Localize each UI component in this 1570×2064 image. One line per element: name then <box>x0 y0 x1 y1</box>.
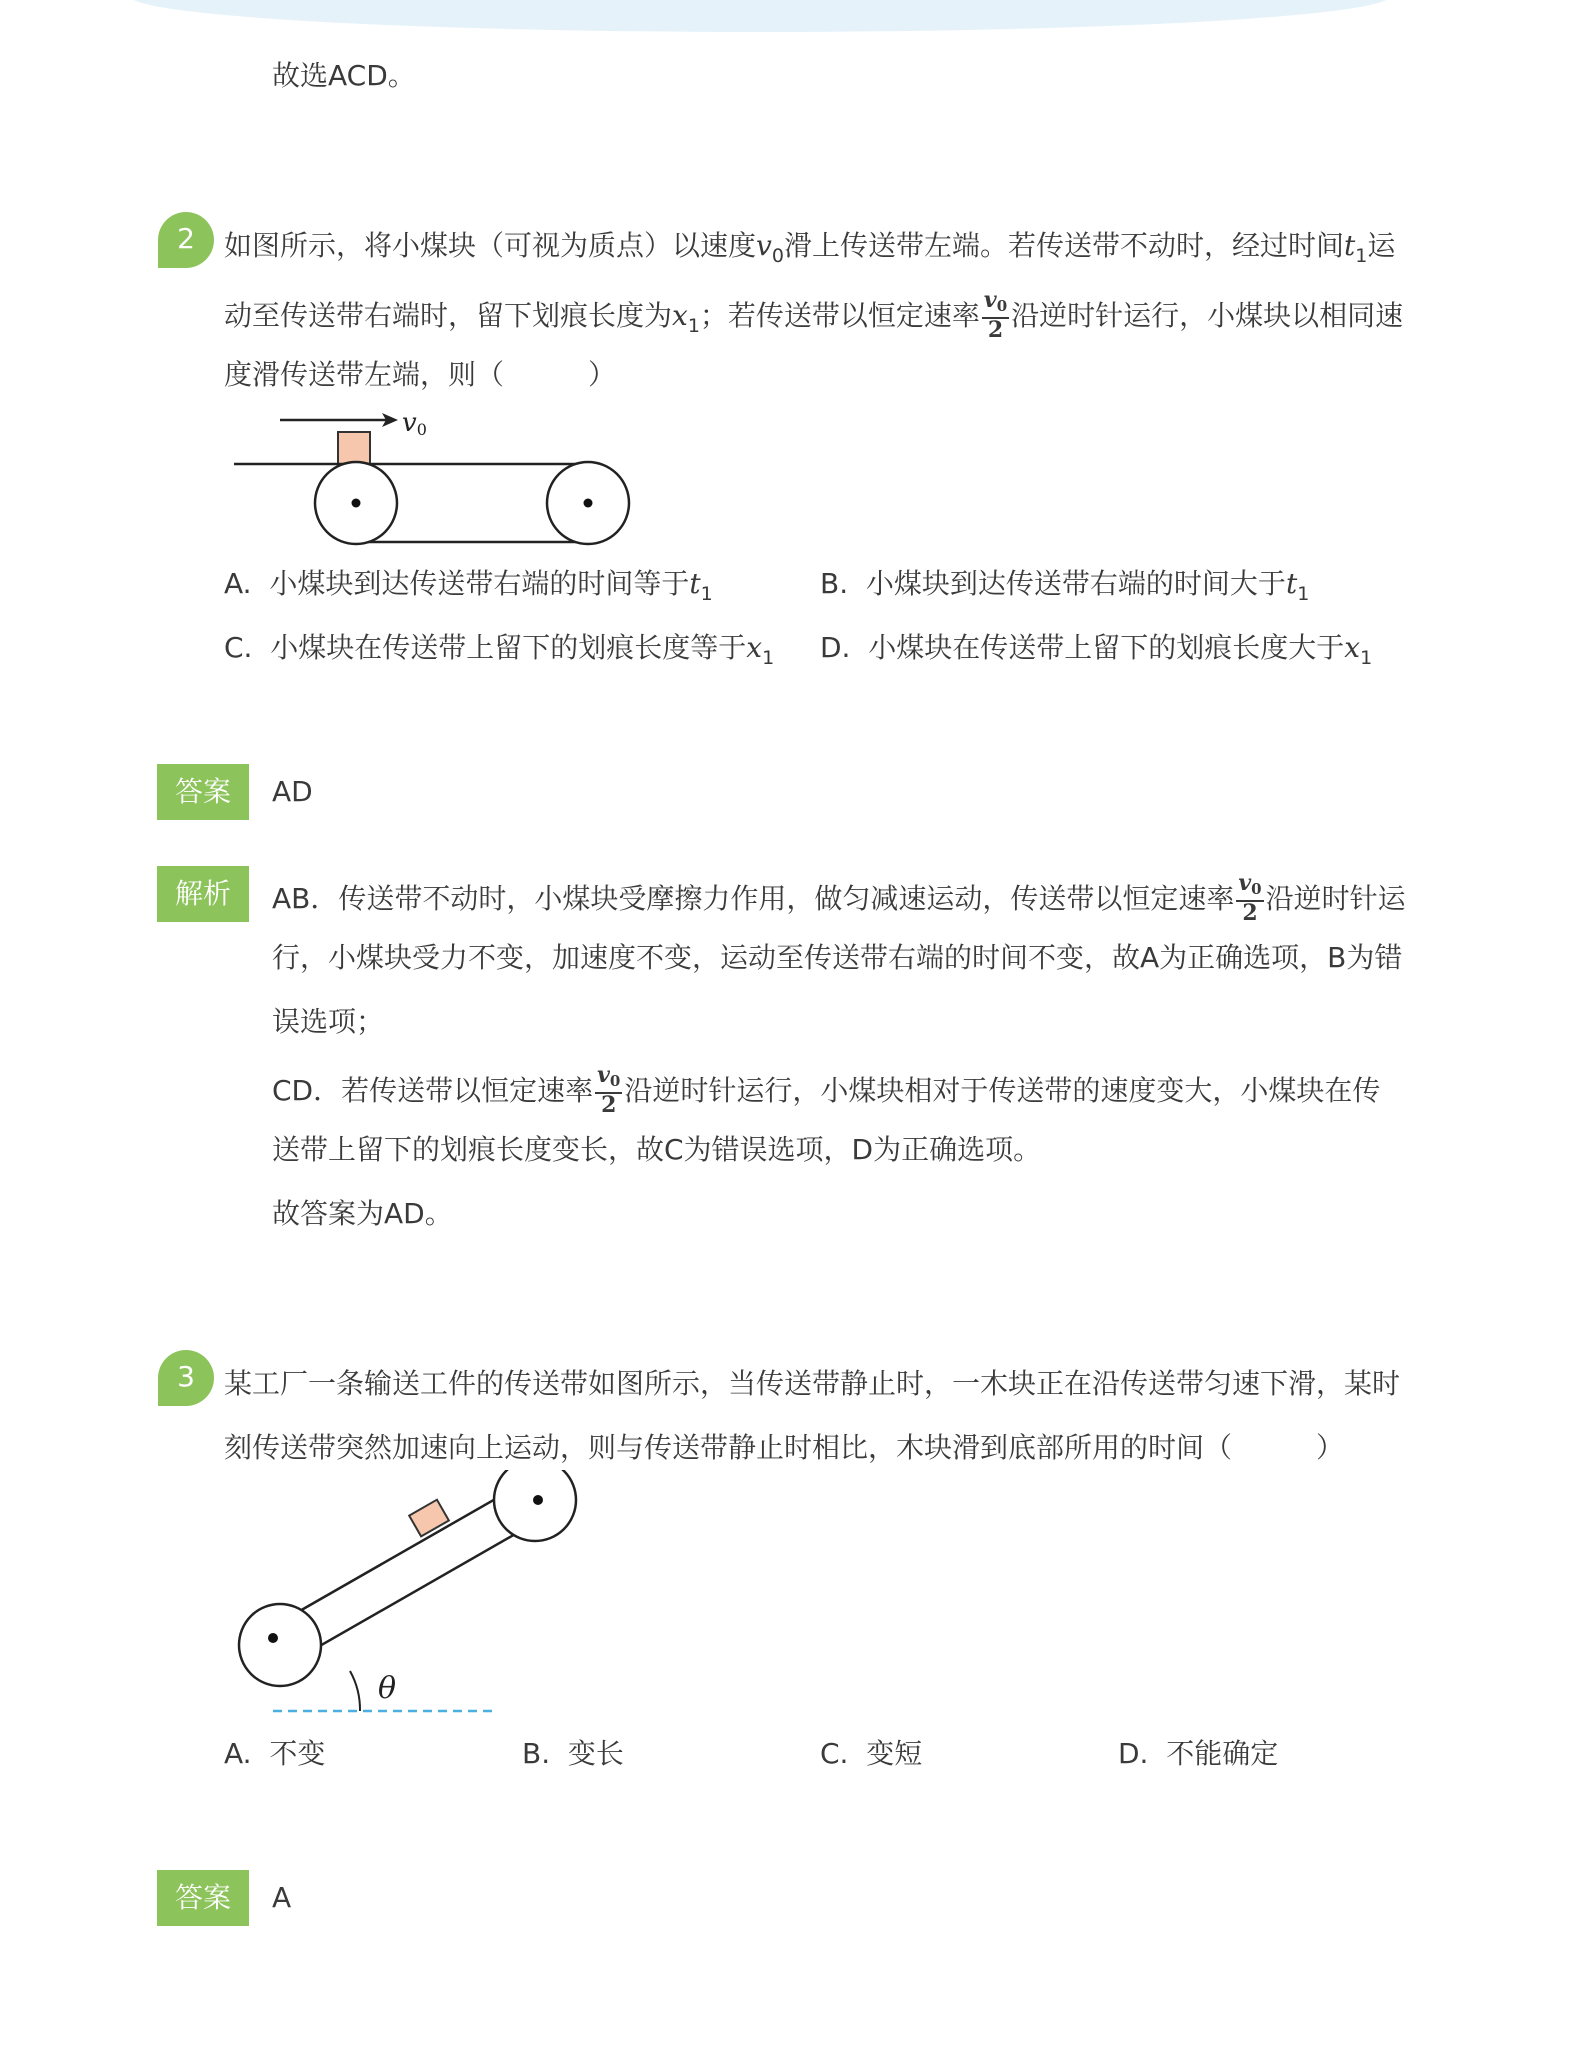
horizontal-conveyor-figure <box>230 404 640 554</box>
analysis-line-3: 误选项； <box>272 1005 385 1038</box>
option-c: C. 变短 <box>820 1737 923 1770</box>
option-d: D. 小煤块在传送带上留下的划痕长度大于$x_1$ <box>820 631 1373 669</box>
analysis-line-1: AB．传送带不动时，小煤块受摩擦力作用，做匀减速运动，传送带以恒定速率 $\frac{v_0}{2}$ 沿逆时针运 <box>272 870 1406 926</box>
bottom-pulley <box>239 1604 321 1686</box>
analysis-line-4: CD．若传送带以恒定速率 $\frac{v_0}{2}$ 沿逆时针运行，小煤块相对于传送带的速度变大，小煤块在传 <box>272 1062 1381 1118</box>
wooden-block <box>409 1500 449 1537</box>
fraction-v0-over-2: $\frac{v_0}{2}$ <box>1238 870 1262 926</box>
option-b: B. 变长 <box>522 1737 624 1770</box>
question-2-line-1: 如图所示，将小煤块（可视为质点）以速度$v_0$滑上传送带左端。若传送带不动时，经过时间$t_1$运 <box>224 229 1396 267</box>
option-a: A. 小煤块到达传送带右端的时间等于$t_1$ <box>224 567 713 605</box>
velocity-label: v0 <box>402 408 427 439</box>
header-band <box>130 0 1390 32</box>
fraction-v0-over-2: $\frac{v_0}{2}$ <box>597 1062 621 1118</box>
answer-value: AD <box>272 775 313 808</box>
question-number-badge: 3 <box>158 1350 214 1406</box>
analysis-line-5: 送带上留下的划痕长度变长，故C为错误选项，D为正确选项。 <box>272 1133 1042 1166</box>
question-3-line-2: 刻传送带突然加速向上运动，则与传送带静止时相比，木块滑到底部所用的时间（ ） <box>224 1431 1345 1464</box>
answer-value: A <box>272 1881 292 1914</box>
top-pulley <box>494 1470 576 1541</box>
answer-label: 答案 <box>157 764 249 820</box>
inclined-conveyor-figure <box>220 1470 600 1730</box>
angle-label: θ <box>378 1671 397 1706</box>
coal-block <box>338 432 370 464</box>
option-a: A. 不变 <box>224 1737 326 1770</box>
option-b: B. 小煤块到达传送带右端的时间大于$t_1$ <box>820 567 1310 605</box>
answer-label: 答案 <box>157 1870 249 1926</box>
option-d: D. 不能确定 <box>1118 1737 1279 1770</box>
analysis-line-6: 故答案为AD。 <box>272 1197 453 1230</box>
question-3-line-1: 某工厂一条输送工件的传送带如图所示，当传送带静止时，一木块正在沿传送带匀速下滑，某时 <box>224 1367 1401 1400</box>
fraction-v0-over-2: $\frac{v_0}{2}$ <box>983 287 1008 343</box>
previous-answer-tail: 故选ACD。 <box>272 59 416 92</box>
analysis-line-2: 行，小煤块受力不变，加速度不变，运动至传送带右端的时间不变，故A为正确选项，B为错 <box>272 941 1403 974</box>
analysis-label: 解析 <box>157 866 249 922</box>
question-2-line-3: 度滑传送带左端，则（ ） <box>224 358 617 391</box>
question-2-line-2: 动至传送带右端时，留下划痕长度为$x_1$；若传送带以恒定速率 $\frac{v_0}{2}$ 沿逆时针运行，小煤块以相同速 <box>224 287 1404 343</box>
option-c: C. 小煤块在传送带上留下的划痕长度等于$x_1$ <box>224 631 775 669</box>
question-number-badge: 2 <box>158 212 214 268</box>
